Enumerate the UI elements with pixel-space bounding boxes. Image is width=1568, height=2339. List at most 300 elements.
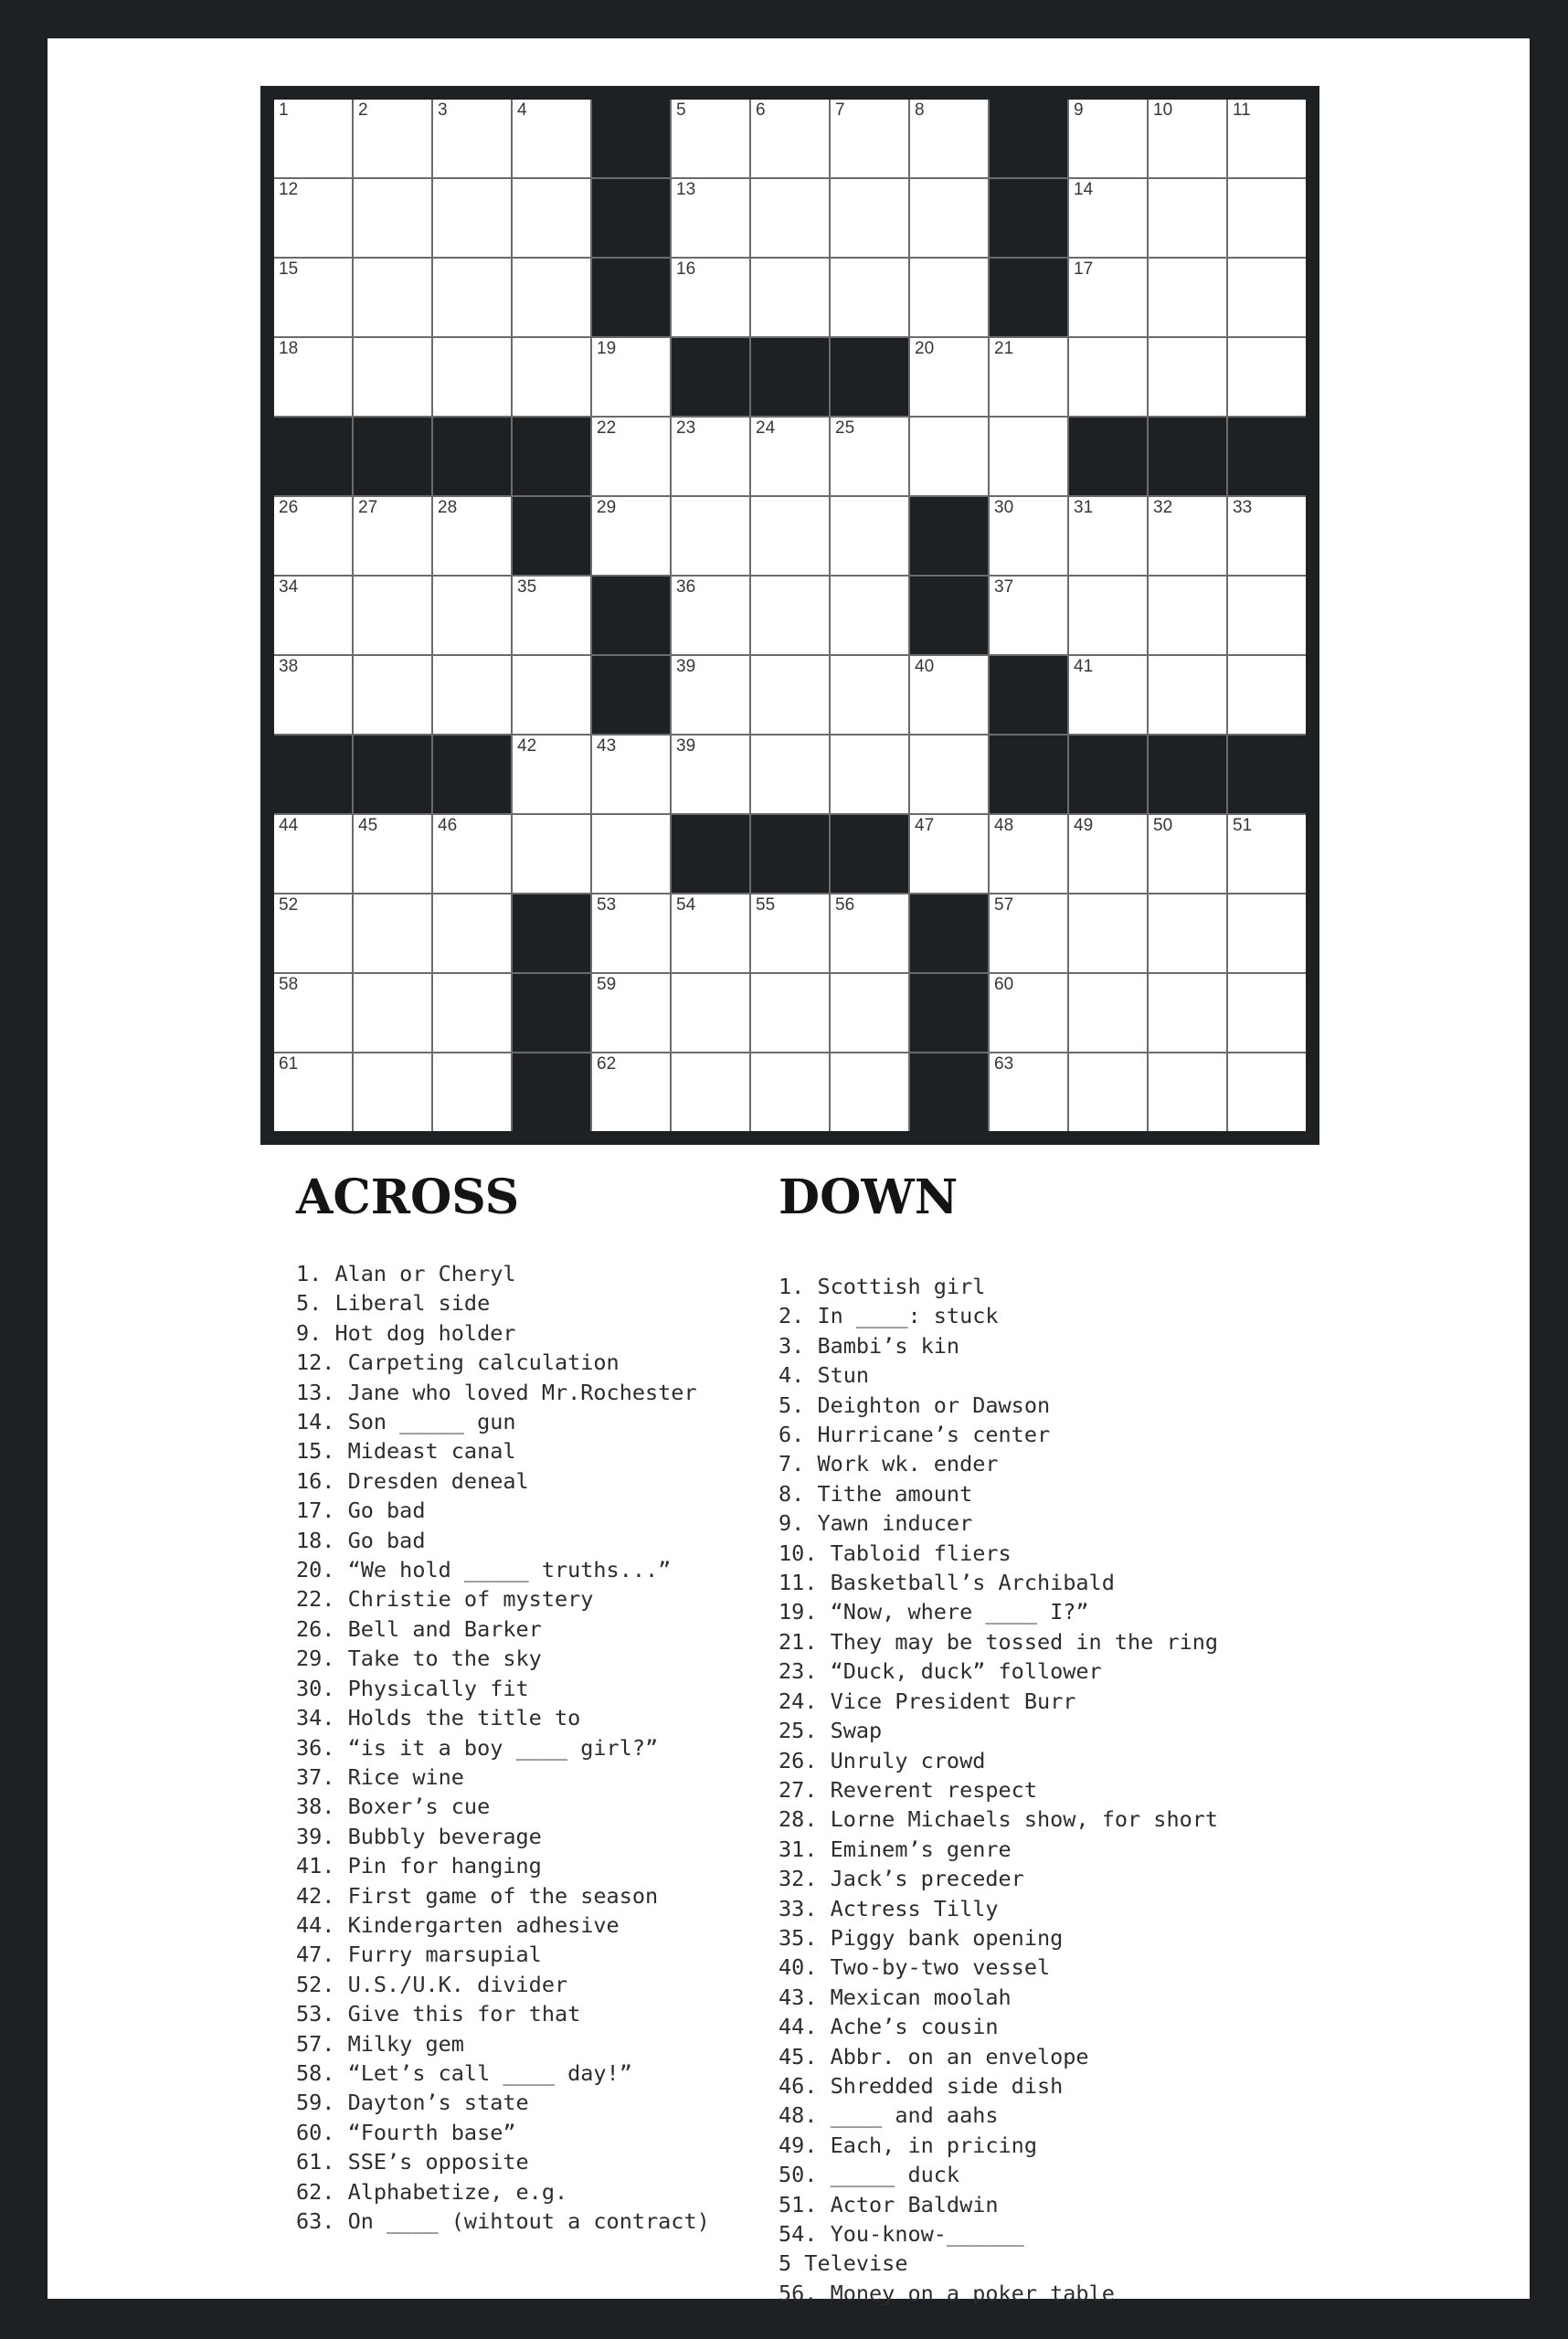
grid-cell[interactable]	[1228, 1053, 1306, 1131]
grid-cell[interactable]	[1228, 974, 1306, 1052]
black-cell	[910, 974, 988, 1052]
black-cell	[1149, 736, 1226, 813]
grid-cell[interactable]	[751, 894, 829, 972]
black-cell	[1228, 418, 1306, 495]
clue-item: 26. Unruly crowd	[779, 1747, 986, 1773]
grid-cell[interactable]	[910, 815, 988, 893]
grid-cell[interactable]	[433, 338, 511, 416]
black-cell	[592, 656, 670, 734]
black-cell	[1228, 736, 1306, 813]
grid-cell[interactable]	[831, 894, 908, 972]
grid-cell[interactable]	[592, 815, 670, 893]
cell-number: 4	[517, 101, 527, 120]
black-cell	[433, 736, 511, 813]
grid-cell[interactable]	[751, 100, 829, 177]
cell-number: 43	[597, 736, 617, 756]
grid-cell[interactable]	[1149, 259, 1226, 336]
grid-cell[interactable]	[672, 179, 749, 257]
cell-number: 3	[438, 101, 448, 120]
clue-item: 13. Jane who loved Mr.Rochester	[296, 1379, 697, 1405]
black-cell	[910, 497, 988, 575]
grid-cell[interactable]	[910, 418, 988, 495]
grid-cell[interactable]	[274, 497, 352, 575]
grid-cell[interactable]	[1069, 100, 1147, 177]
cell-number: 24	[756, 418, 776, 438]
grid-cell[interactable]	[990, 894, 1067, 972]
cell-number: 63	[994, 1054, 1014, 1074]
cell-number: 18	[279, 339, 299, 358]
clue-item: 5. Deighton or Dawson	[779, 1392, 1051, 1418]
black-cell	[672, 338, 749, 416]
black-cell	[672, 815, 749, 893]
cell-number: 29	[597, 498, 617, 517]
cell-number: 1	[279, 101, 289, 120]
grid-cell[interactable]	[433, 894, 511, 972]
black-cell	[1149, 418, 1226, 495]
clue-item: 18. Go bad	[296, 1527, 426, 1553]
black-cell	[513, 894, 590, 972]
grid-cell[interactable]	[1069, 656, 1147, 734]
grid-cell[interactable]	[513, 338, 590, 416]
cell-number: 32	[1153, 498, 1173, 517]
grid-cell[interactable]	[274, 577, 352, 654]
grid-cell[interactable]	[831, 974, 908, 1052]
clue-item: 48. ____ and aahs	[779, 2102, 999, 2129]
grid-cell[interactable]	[513, 656, 590, 734]
grid-cell[interactable]	[274, 815, 352, 893]
black-cell	[513, 418, 590, 495]
clue-item: 28. Lorne Michaels show, for short	[779, 1806, 1219, 1833]
grid-cell[interactable]	[354, 497, 431, 575]
cell-number: 58	[279, 975, 299, 994]
grid-cell[interactable]	[1069, 815, 1147, 893]
grid-cell[interactable]	[1149, 1053, 1226, 1131]
grid-cell[interactable]	[1228, 259, 1306, 336]
cell-number: 25	[835, 418, 855, 438]
clue-item: 27. Reverent respect	[779, 1776, 1037, 1803]
cell-number: 59	[597, 975, 617, 994]
grid-cell[interactable]	[1228, 894, 1306, 972]
black-cell	[910, 1053, 988, 1131]
grid-cell[interactable]	[831, 179, 908, 257]
cell-number: 61	[279, 1054, 299, 1074]
clue-item: 37. Rice wine	[296, 1763, 464, 1790]
grid-cell[interactable]	[433, 259, 511, 336]
grid-cell[interactable]	[1228, 497, 1306, 575]
cell-number: 34	[279, 577, 299, 597]
grid-cell[interactable]	[433, 974, 511, 1052]
grid-cell[interactable]	[672, 656, 749, 734]
across-heading: ACROSS	[296, 1170, 520, 1225]
grid-cell[interactable]	[354, 338, 431, 416]
cell-number: 35	[517, 577, 537, 597]
cell-number: 17	[1074, 259, 1094, 279]
crossword-grid-cells	[274, 100, 1306, 1131]
grid-cell[interactable]	[274, 656, 352, 734]
grid-cell[interactable]	[513, 179, 590, 257]
clue-item: 40. Two-by-two vessel	[779, 1954, 1051, 1981]
grid-cell[interactable]	[672, 736, 749, 813]
grid-cell[interactable]	[751, 974, 829, 1052]
grid-cell[interactable]	[1149, 815, 1226, 893]
grid-cell[interactable]	[751, 736, 829, 813]
grid-cell[interactable]	[831, 1053, 908, 1131]
grid-cell[interactable]	[513, 259, 590, 336]
clue-item: 32. Jack’s preceder	[779, 1866, 1024, 1892]
cell-number: 22	[597, 418, 617, 438]
grid-cell[interactable]	[1149, 179, 1226, 257]
grid-cell[interactable]	[751, 1053, 829, 1131]
grid-cell[interactable]	[1149, 497, 1226, 575]
black-cell	[1069, 736, 1147, 813]
clue-item: 53. Give this for that	[296, 2001, 581, 2027]
grid-cell[interactable]	[1069, 259, 1147, 336]
grid-cell[interactable]	[354, 656, 431, 734]
cell-number: 27	[358, 498, 378, 517]
black-cell	[831, 338, 908, 416]
grid-cell[interactable]	[274, 179, 352, 257]
cell-number: 8	[915, 101, 925, 120]
cell-number: 57	[994, 895, 1014, 915]
clue-item: 44. Ache’s cousin	[779, 2014, 999, 2040]
black-cell	[592, 577, 670, 654]
puzzle-page	[48, 38, 1530, 2306]
black-cell	[910, 577, 988, 654]
clue-item: 57. Milky gem	[296, 2030, 464, 2057]
cell-number: 13	[676, 180, 696, 199]
grid-cell[interactable]	[1069, 497, 1147, 575]
grid-cell[interactable]	[513, 815, 590, 893]
clue-item: 46. Shredded side dish	[779, 2072, 1064, 2099]
cell-number: 6	[756, 101, 766, 120]
grid-cell[interactable]	[990, 815, 1067, 893]
clue-item: 9. Hot dog holder	[296, 1319, 516, 1346]
grid-cell[interactable]	[274, 1053, 352, 1131]
grid-cell[interactable]	[433, 100, 511, 177]
black-cell	[513, 1053, 590, 1131]
clue-item: 35. Piggy bank opening	[779, 1924, 1064, 1951]
grid-cell[interactable]	[831, 736, 908, 813]
grid-cell[interactable]	[672, 418, 749, 495]
cell-number: 21	[994, 339, 1014, 358]
black-cell	[592, 259, 670, 336]
black-cell	[910, 894, 988, 972]
grid-cell[interactable]	[751, 656, 829, 734]
cell-number: 12	[279, 180, 299, 199]
grid-cell[interactable]	[592, 1053, 670, 1131]
black-cell	[354, 418, 431, 495]
grid-cell[interactable]	[1069, 974, 1147, 1052]
clue-item: 34. Holds the title to	[296, 1705, 581, 1731]
clue-item: 41. Pin for hanging	[296, 1853, 542, 1879]
grid-cell[interactable]	[1069, 1053, 1147, 1131]
grid-cell[interactable]	[1149, 974, 1226, 1052]
cell-number: 47	[915, 816, 935, 835]
black-cell	[831, 815, 908, 893]
clue-item: 61. SSE’s opposite	[296, 2149, 529, 2175]
clue-item: 30. Physically fit	[296, 1675, 529, 1701]
black-cell	[990, 100, 1067, 177]
cell-number: 14	[1074, 180, 1094, 199]
grid-cell[interactable]	[1149, 894, 1226, 972]
cell-number: 62	[597, 1054, 617, 1074]
grid-cell[interactable]	[990, 338, 1067, 416]
black-cell	[592, 179, 670, 257]
grid-cell[interactable]	[831, 497, 908, 575]
clue-item: 63. On ____ (wihtout a contract)	[296, 2208, 710, 2234]
crossword-grid	[260, 86, 1319, 1145]
grid-cell[interactable]	[751, 259, 829, 336]
clue-item: 17. Go bad	[296, 1498, 426, 1524]
cell-number: 5	[676, 101, 686, 120]
grid-cell[interactable]	[990, 1053, 1067, 1131]
down-heading: DOWN	[779, 1170, 959, 1225]
grid-cell[interactable]	[831, 418, 908, 495]
clue-item: 19. “Now, where ____ I?”	[779, 1599, 1089, 1625]
grid-cell[interactable]	[354, 259, 431, 336]
grid-cell[interactable]	[1149, 100, 1226, 177]
grid-cell[interactable]	[910, 100, 988, 177]
cell-number: 53	[597, 895, 617, 915]
black-cell	[751, 815, 829, 893]
clue-item: 23. “Duck, duck” follower	[779, 1658, 1102, 1685]
grid-cell[interactable]	[592, 497, 670, 575]
grid-cell[interactable]	[354, 100, 431, 177]
clue-item: 24. Vice President Burr	[779, 1688, 1076, 1714]
clue-item: 25. Swap	[779, 1718, 883, 1744]
grid-cell[interactable]	[592, 736, 670, 813]
cell-number: 30	[994, 498, 1014, 517]
grid-cell[interactable]	[1149, 338, 1226, 416]
grid-cell[interactable]	[592, 974, 670, 1052]
clue-item: 42. First game of the season	[296, 1882, 659, 1909]
grid-cell[interactable]	[672, 497, 749, 575]
clue-item: 43. Mexican moolah	[779, 1984, 1012, 2010]
clue-item: 50. _____ duck	[779, 2162, 960, 2188]
grid-cell[interactable]	[1228, 179, 1306, 257]
grid-cell[interactable]	[592, 418, 670, 495]
grid-cell[interactable]	[672, 100, 749, 177]
grid-cell[interactable]	[354, 1053, 431, 1131]
clue-item: 15. Mideast canal	[296, 1438, 516, 1465]
black-cell	[354, 736, 431, 813]
black-cell	[592, 100, 670, 177]
clue-item: 31. Eminem’s genre	[779, 1836, 1012, 1862]
grid-cell[interactable]	[672, 974, 749, 1052]
across-clue-list	[296, 1259, 710, 2236]
clue-item: 26. Bell and Barker	[296, 1615, 542, 1642]
grid-cell[interactable]	[354, 815, 431, 893]
clue-item: 12. Carpeting calculation	[296, 1349, 620, 1376]
clue-item: 1. Scottish girl	[779, 1274, 986, 1299]
cell-number: 15	[279, 259, 299, 279]
clue-item: 3. Bambi’s kin	[779, 1332, 960, 1359]
grid-cell[interactable]	[751, 179, 829, 257]
cell-number: 16	[676, 259, 696, 279]
clue-item: 20. “We hold _____ truths...”	[296, 1557, 672, 1583]
cell-number: 51	[1233, 816, 1253, 835]
black-cell	[751, 338, 829, 416]
grid-cell[interactable]	[831, 577, 908, 654]
clue-item: 45. Abbr. on an envelope	[779, 2043, 1089, 2069]
cell-number: 11	[1233, 101, 1251, 120]
clue-item: 11. Basketball’s Archibald	[779, 1570, 1115, 1596]
grid-cell[interactable]	[513, 736, 590, 813]
clue-item: 14. Son _____ gun	[296, 1409, 516, 1435]
grid-cell[interactable]	[751, 577, 829, 654]
grid-cell[interactable]	[831, 100, 908, 177]
cell-number: 39	[676, 657, 696, 676]
cell-number: 55	[756, 895, 776, 915]
grid-cell[interactable]	[1228, 577, 1306, 654]
clue-item: 4. Stun	[779, 1362, 870, 1389]
grid-cell[interactable]	[910, 338, 988, 416]
grid-cell[interactable]	[672, 577, 749, 654]
grid-cell[interactable]	[831, 656, 908, 734]
clue-item: 22. Christie of mystery	[296, 1586, 594, 1613]
cell-number: 52	[279, 895, 299, 915]
grid-cell[interactable]	[274, 100, 352, 177]
cell-number: 50	[1153, 816, 1173, 835]
clue-item: 49. Each, in pricing	[779, 2132, 1037, 2158]
grid-cell[interactable]	[354, 974, 431, 1052]
clue-item: 36. “is it a boy ____ girl?”	[296, 1734, 659, 1761]
grid-cell[interactable]	[274, 338, 352, 416]
cell-number: 38	[279, 657, 299, 676]
cell-number: 42	[517, 736, 537, 756]
black-cell	[433, 418, 511, 495]
cell-number: 37	[994, 577, 1014, 597]
grid-cell[interactable]	[513, 100, 590, 177]
black-cell	[274, 736, 352, 813]
grid-cell[interactable]	[1069, 179, 1147, 257]
grid-cell[interactable]	[433, 577, 511, 654]
black-cell	[274, 418, 352, 495]
cell-number: 10	[1153, 101, 1173, 120]
grid-cell[interactable]	[513, 577, 590, 654]
cell-number: 48	[994, 816, 1014, 835]
grid-cell[interactable]	[910, 179, 988, 257]
clue-item: 5 Televise	[779, 2250, 908, 2277]
grid-cell[interactable]	[1149, 577, 1226, 654]
clue-item: 21. They may be tossed in the ring	[779, 1628, 1219, 1655]
grid-cell[interactable]	[1069, 338, 1147, 416]
grid-cell[interactable]	[433, 656, 511, 734]
grid-cell[interactable]	[990, 418, 1067, 495]
grid-cell[interactable]	[592, 894, 670, 972]
grid-cell[interactable]	[1228, 815, 1306, 893]
cell-number: 44	[279, 816, 299, 835]
clue-item: 62. Alphabetize, e.g.	[296, 2178, 568, 2205]
black-cell	[513, 974, 590, 1052]
grid-cell[interactable]	[910, 736, 988, 813]
clue-item: 16. Dresden deneal	[296, 1467, 529, 1494]
cell-number: 2	[358, 101, 368, 120]
cell-number: 28	[438, 498, 458, 517]
grid-cell[interactable]	[592, 338, 670, 416]
cell-number: 20	[915, 339, 935, 358]
grid-cell[interactable]	[672, 259, 749, 336]
clue-item: 52. U.S./U.K. divider	[296, 1971, 568, 1997]
black-cell	[990, 259, 1067, 336]
grid-cell[interactable]	[672, 894, 749, 972]
grid-cell[interactable]	[274, 259, 352, 336]
clue-item: 59. Dayton’s state	[296, 2090, 529, 2116]
down-clue-list	[779, 1272, 1218, 2308]
black-cell	[990, 656, 1067, 734]
black-cell	[1069, 418, 1147, 495]
clue-item: 5. Liberal side	[296, 1290, 491, 1317]
black-cell	[990, 736, 1067, 813]
grid-cell[interactable]	[1228, 338, 1306, 416]
grid-cell[interactable]	[354, 179, 431, 257]
clue-item: 1. Alan or Cheryl	[296, 1261, 516, 1286]
black-cell	[513, 497, 590, 575]
black-cell	[990, 179, 1067, 257]
grid-cell[interactable]	[433, 497, 511, 575]
grid-cell[interactable]	[433, 179, 511, 257]
cell-number: 23	[676, 418, 696, 438]
cell-number: 26	[279, 498, 299, 517]
grid-cell[interactable]	[1069, 577, 1147, 654]
clue-item: 58. “Let’s call ____ day!”	[296, 2059, 632, 2086]
clue-item: 51. Actor Baldwin	[779, 2191, 999, 2217]
cell-number: 41	[1074, 657, 1094, 676]
grid-cell[interactable]	[990, 974, 1067, 1052]
clue-item: 44. Kindergarten adhesive	[296, 1911, 620, 1938]
cell-number: 54	[676, 895, 696, 915]
grid-cell[interactable]	[751, 418, 829, 495]
grid-cell[interactable]	[910, 656, 988, 734]
cell-number: 19	[597, 339, 617, 358]
clue-item: 56. Money on a poker table	[779, 2280, 1115, 2306]
grid-cell[interactable]	[274, 894, 352, 972]
grid-cell[interactable]	[831, 259, 908, 336]
cell-number: 31	[1074, 498, 1094, 517]
grid-cell[interactable]	[672, 1053, 749, 1131]
cell-number: 39	[676, 736, 696, 756]
cell-number: 60	[994, 975, 1014, 994]
clue-item: 60. “Fourth base”	[296, 2119, 516, 2145]
cell-number: 45	[358, 816, 378, 835]
cell-number: 9	[1074, 101, 1084, 120]
cell-number: 33	[1233, 498, 1253, 517]
grid-cell[interactable]	[274, 974, 352, 1052]
clue-item: 6. Hurricane’s center	[779, 1422, 1051, 1448]
grid-cell[interactable]	[1149, 656, 1226, 734]
cell-number: 7	[835, 101, 845, 120]
clue-item: 7. Work wk. ender	[779, 1451, 999, 1477]
grid-cell[interactable]	[354, 894, 431, 972]
cell-number: 49	[1074, 816, 1094, 835]
grid-cell[interactable]	[990, 577, 1067, 654]
grid-cell[interactable]	[990, 497, 1067, 575]
grid-cell[interactable]	[751, 497, 829, 575]
grid-cell[interactable]	[1069, 894, 1147, 972]
clue-item: 38. Boxer’s cue	[296, 1794, 491, 1820]
grid-cell[interactable]	[1228, 656, 1306, 734]
grid-cell[interactable]	[354, 577, 431, 654]
clue-item: 29. Take to the sky	[296, 1646, 542, 1672]
grid-cell[interactable]	[910, 259, 988, 336]
grid-cell[interactable]	[433, 815, 511, 893]
cell-number: 40	[915, 657, 935, 676]
cell-number: 46	[438, 816, 458, 835]
clue-item: 10. Tabloid fliers	[779, 1540, 1012, 1566]
clue-item: 2. In ____: stuck	[779, 1303, 999, 1329]
grid-cell[interactable]	[1228, 100, 1306, 177]
grid-cell[interactable]	[433, 1053, 511, 1131]
